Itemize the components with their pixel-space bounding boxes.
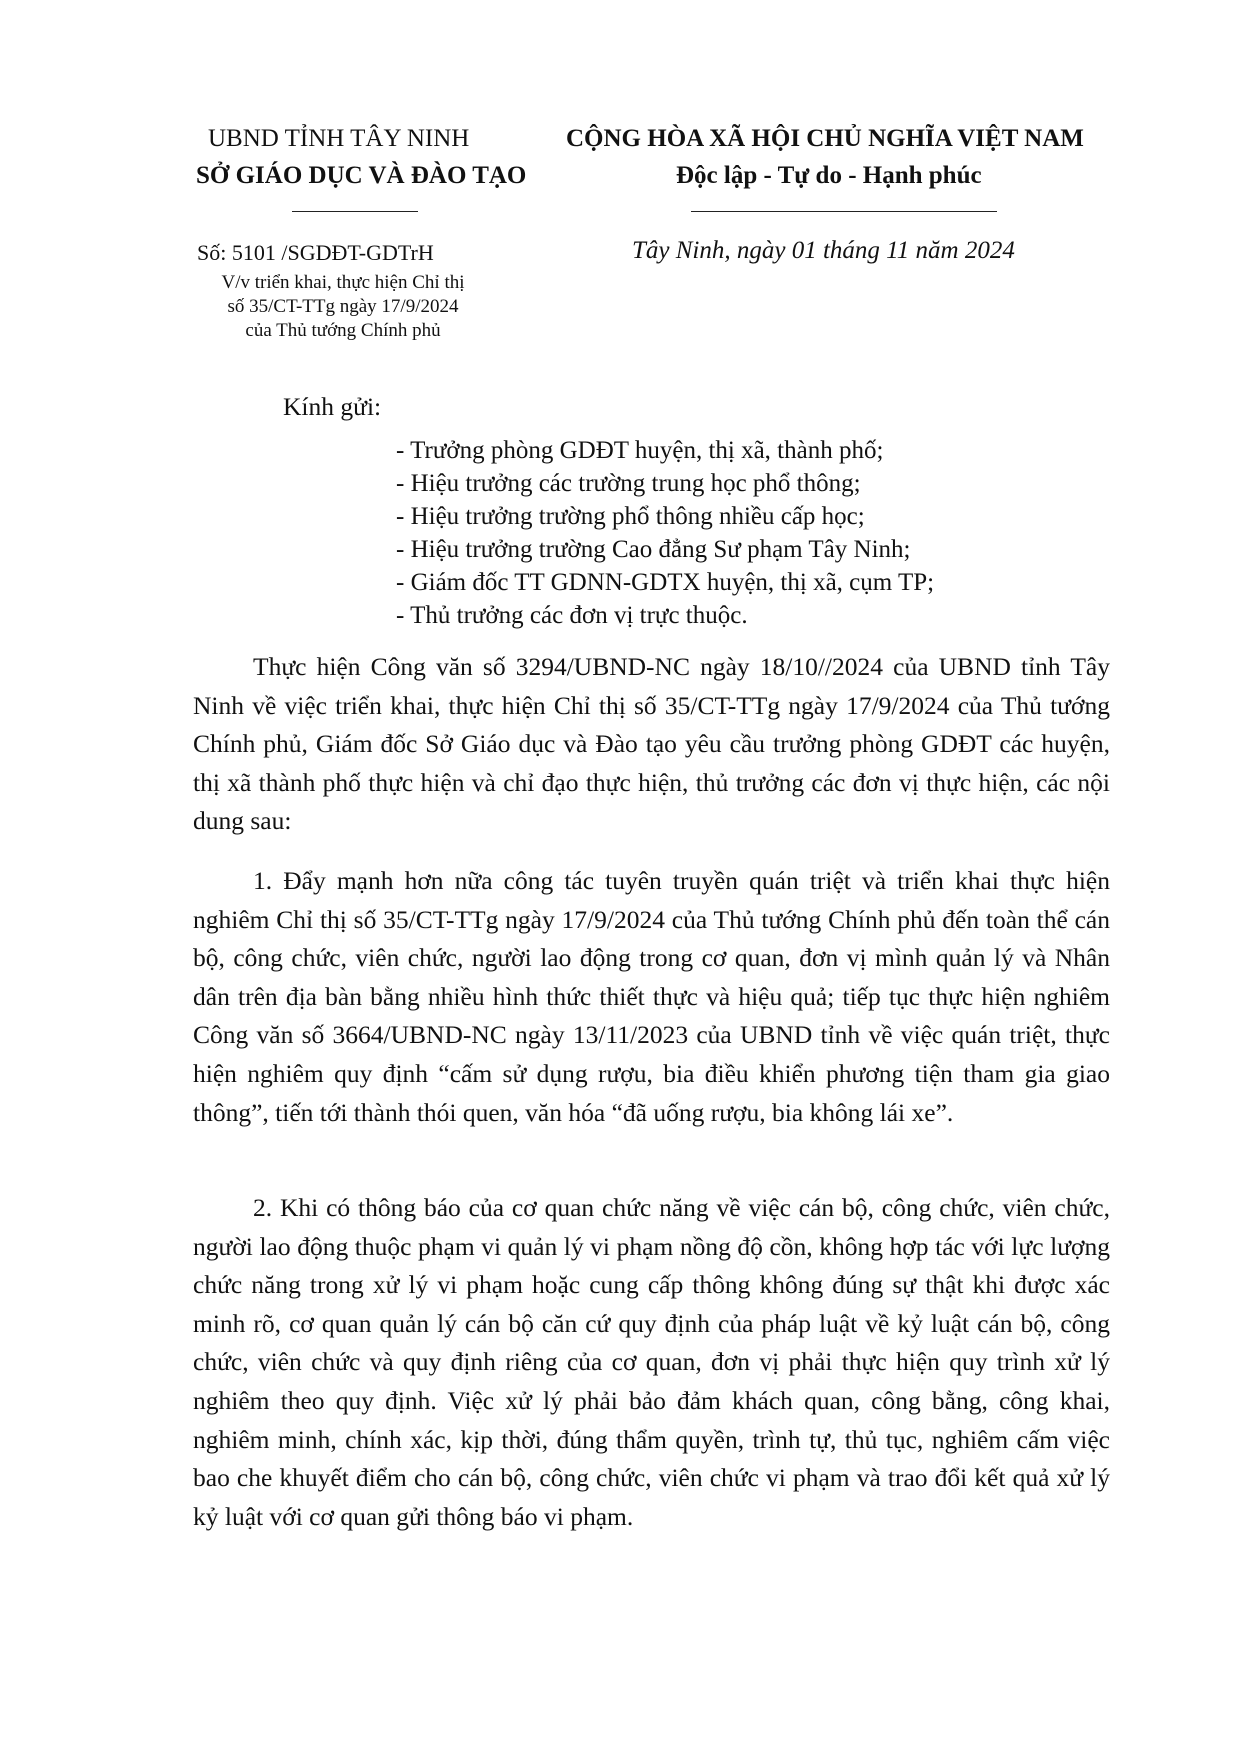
greeting: Kính gửi: <box>283 392 382 421</box>
issuing-authority: UBND TỈNH TÂY NINH <box>208 125 470 152</box>
recipient-item: - Hiệu trưởng trường Cao đẳng Sư phạm Tây Ninh; <box>396 536 911 563</box>
document-date: Tây Ninh, ngày 01 tháng 11 năm 2024 <box>632 237 1015 264</box>
intro-paragraph <box>193 648 1110 841</box>
national-title: CỘNG HÒA XÃ HỘI CHỦ NGHĨA VIỆT NAM <box>566 125 1084 152</box>
recipient-item: - Trưởng phòng GDĐT huyện, thị xã, thành phố; <box>396 437 884 464</box>
document-number: Số: 5101 /SGDĐT-GDTrH <box>197 240 434 265</box>
right-divider <box>691 211 997 212</box>
subject-line-2: số 35/CT-TTg ngày 17/9/2024 <box>227 296 459 317</box>
subject-line-1: V/v triển khai, thực hiện Chỉ thị <box>221 272 465 293</box>
recipient-item: - Giám đốc TT GDNN-GDTX huyện, thị xã, cụm TP; <box>396 569 935 596</box>
recipient-item: - Thủ trưởng các đơn vị trực thuộc. <box>396 602 748 629</box>
item-2-text: 2. Khi có thông báo của cơ quan chức năng về việc cán bộ, công chức, viên chức, người lao động thuộc phạm vi quản lý vi phạm nồng độ cồn, không hợp tác với lực lượng chức năng trong xử lý vi phạm hoặc cung cấp thông không đúng sự thật khi được xác minh rõ, cơ quan quản lý cán bộ căn cứ quy định của pháp luật về kỷ luật cán bộ, công chức, viên chức và quy định riêng của cơ quan, đơn vị phải thực hiện quy trình xử lý nghiêm theo quy định. Việc xử lý phải bảo đảm khách quan, công bằng, công khai, nghiêm minh, chính xác, kịp thời, đúng thẩm quyền, trình tự, thủ tục, nghiêm cấm việc bao che khuyết điểm cho cán bộ, công chức, viên chức vi phạm và trao đổi kết quả xử lý kỷ luật với cơ quan gửi thông báo vi phạm. <box>193 1193 1110 1531</box>
item-1-paragraph <box>193 862 1110 1132</box>
recipient-item: - Hiệu trưởng các trường trung học phổ thông; <box>396 470 861 497</box>
left-divider <box>292 211 418 212</box>
issuing-department: SỞ GIÁO DỤC VÀ ĐÀO TẠO <box>196 162 527 189</box>
item-2-paragraph <box>193 1189 1110 1536</box>
national-motto: Độc lập - Tự do - Hạnh phúc <box>676 162 982 189</box>
recipient-item: - Hiệu trưởng trường phổ thông nhiều cấp học; <box>396 503 865 530</box>
intro-text: Thực hiện Công văn số 3294/UBND-NC ngày 18/10//2024 của UBND tỉnh Tây Ninh về việc triển khai, thực hiện Chỉ thị số 35/CT-TTg ngày 17/9/2024 của Thủ tướng Chính phủ, Giám đốc Sở Giáo dục và Đào tạo yêu cầu trưởng phòng GDĐT các huyện, thị xã thành phố thực hiện và chỉ đạo thực hiện, thủ trưởng các đơn vị thực hiện, các nội dung sau: <box>193 652 1110 836</box>
subject-line-3: của Thủ tướng Chính phủ <box>245 320 441 341</box>
item-1-text: 1. Đẩy mạnh hơn nữa công tác tuyên truyền quán triệt và triển khai thực hiện nghiêm Chỉ thị số 35/CT-TTg ngày 17/9/2024 của Thủ tướng Chính phủ đến toàn thể cán bộ, công chức, viên chức, người lao động trong cơ quan, đơn vị mình quản lý và Nhân dân trên địa bàn bằng nhiều hình thức thiết thực và hiệu quả; tiếp tục thực hiện nghiêm Công văn số 3664/UBND-NC ngày 13/11/2023 của UBND tỉnh về việc quán triệt, thực hiện nghiêm quy định “cấm sử dụng rượu, bia điều khiển phương tiện tham gia giao thông”, tiến tới thành thói quen, văn hóa “đã uống rượu, bia không lái xe”. <box>193 866 1110 1127</box>
